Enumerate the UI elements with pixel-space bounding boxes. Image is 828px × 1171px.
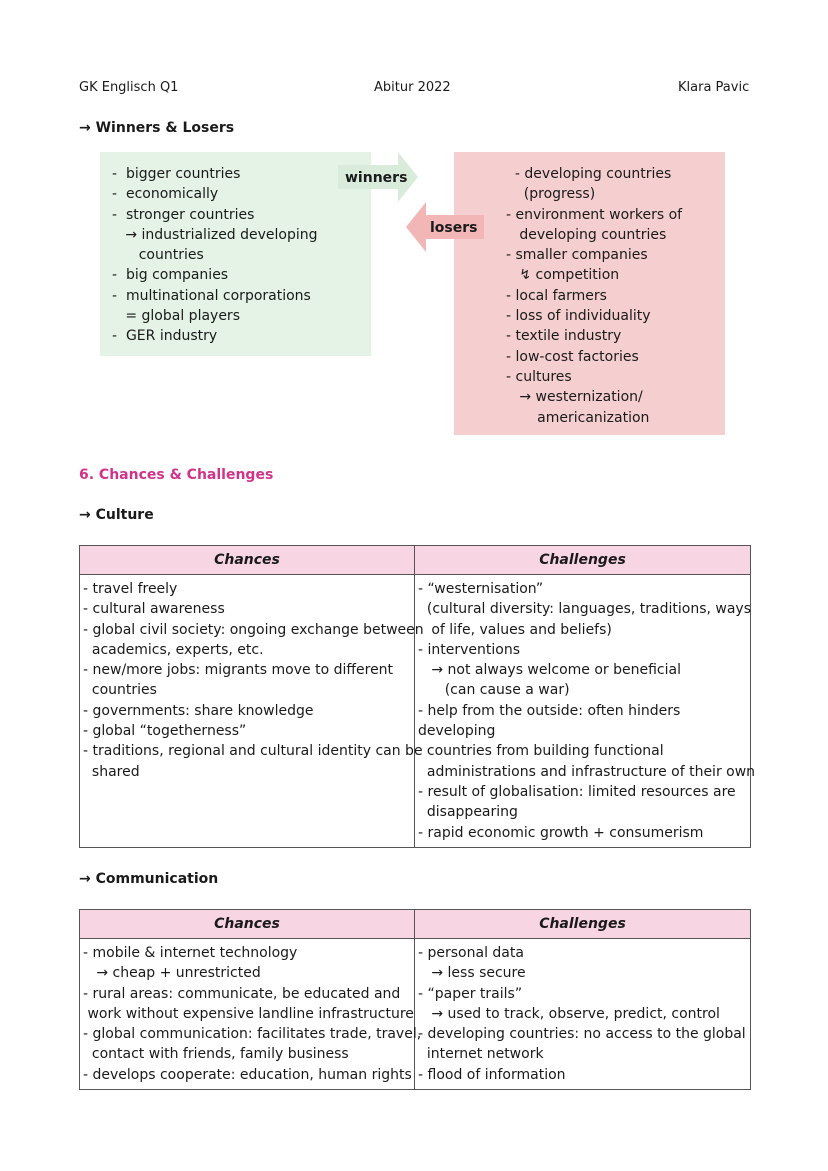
losers-list-item: - developing countries (506, 166, 672, 182)
section-title: 6. Chances & Challenges (79, 467, 274, 483)
winners-list-item: - multinational corporations (112, 287, 311, 304)
communication-challenge-item: - flood of information (418, 1066, 566, 1083)
losers-list-item: - low-cost factories (506, 348, 639, 365)
communication-chance-item: contact with friends, family business (83, 1046, 349, 1063)
communication-chances-header: Chances (80, 910, 415, 939)
culture-challenge-item: (can cause a war) (418, 682, 570, 699)
communication-challenge-item: → used to track, observe, predict, control (418, 1005, 720, 1022)
culture-challenge-item: → not always welcome or beneficial (418, 662, 681, 679)
communication-chance-item: → cheap + unrestricted (83, 965, 261, 982)
losers-list-item: (progress) (506, 186, 596, 203)
winners-list-item: - big companies (112, 267, 229, 284)
communication-chance-item: - develops cooperate: education, human rights (83, 1066, 412, 1083)
culture-challenges-cell (415, 575, 756, 848)
culture-challenge-item: administrations and infrastructure of their own (418, 763, 756, 780)
culture-challenge-item: (cultural diversity: languages, traditions, ways (418, 601, 751, 618)
losers-box (454, 152, 725, 435)
culture-chances-header: Chances (80, 546, 415, 575)
losers-list-item: developing countries (506, 226, 667, 243)
communication-challenge-item: - personal data (418, 945, 524, 961)
winners-losers-heading: → Winners & Losers (79, 120, 235, 136)
losers-list-item: - loss of individuality (506, 308, 651, 325)
culture-chance-item: - cultural awareness (83, 601, 225, 618)
communication-challenges-cell (415, 939, 751, 1090)
winners-list (112, 164, 371, 347)
losers-list-item: - environment workers of (506, 206, 683, 223)
winners-list-item: - economically (112, 186, 219, 203)
communication-chance-item: - rural areas: communicate, be educated and (83, 985, 401, 1002)
communication-challenge-item: internet network (418, 1046, 544, 1063)
culture-challenge-item: of life, values and beliefs) (418, 621, 612, 638)
communication-table (79, 909, 751, 1090)
communication-chance-item: - global communication: facilitates trade, travel, (83, 1026, 422, 1043)
culture-chance-item: - governments: share knowledge (83, 702, 314, 719)
communication-chance-item: work without expensive landline infrastructure (83, 1005, 414, 1022)
culture-heading: → Culture (79, 507, 154, 523)
culture-chances-cell (80, 575, 424, 848)
winners-list-item: = global players (112, 308, 240, 325)
author-label: Klara Pavic (678, 80, 750, 95)
culture-challenge-item: - interventions (418, 641, 521, 658)
communication-challenge-item: - developing countries: no access to the global (418, 1026, 746, 1043)
losers-list (506, 164, 725, 428)
communication-challenge-item: - “paper trails” (418, 985, 523, 1002)
losers-list-item: - cultures (506, 368, 572, 385)
culture-chance-item: - new/more jobs: migrants move to different (83, 662, 394, 679)
losers-list-item: - textile industry (506, 328, 622, 345)
culture-challenge-item: disappearing (418, 804, 518, 821)
winners-list-item: countries (112, 247, 204, 264)
culture-chance-item: - global civil society: ongoing exchange between (83, 621, 424, 638)
culture-chance-item: academics, experts, etc. (83, 641, 264, 658)
winners-label: winners (345, 170, 408, 186)
losers-list-item: americanization (506, 409, 650, 426)
culture-challenges-header: Challenges (415, 546, 751, 575)
culture-chance-item: countries (83, 682, 157, 699)
culture-challenge-item: - “westernisation” (418, 581, 544, 597)
winners-box (100, 152, 371, 356)
culture-table (79, 545, 756, 848)
exam-label: Abitur 2022 (374, 80, 451, 95)
culture-challenge-item: - result of globalisation: limited resources are (418, 783, 736, 800)
culture-chance-item: - travel freely (83, 581, 178, 597)
communication-challenge-item: → less secure (418, 965, 526, 982)
losers-label: losers (430, 220, 478, 236)
losers-list-item: - smaller companies (506, 247, 648, 264)
winners-list-item: → industrialized developing (112, 226, 318, 243)
communication-chances-cell (80, 939, 422, 1090)
communication-challenges-header: Challenges (415, 910, 751, 939)
winners-list-item: - bigger countries (112, 166, 241, 182)
course-label: GK Englisch Q1 (79, 80, 179, 95)
culture-chance-item: - global “togetherness” (83, 723, 247, 740)
winners-list-item: - GER industry (112, 328, 218, 345)
losers-list-item: - local farmers (506, 287, 607, 304)
culture-challenge-item: - help from the outside: often hinders (418, 702, 681, 719)
culture-challenge-item: developing (418, 723, 496, 740)
losers-list-item: ↯ competition (506, 267, 620, 284)
losers-list-item: → westernization/ (506, 389, 643, 406)
culture-challenge-item: - rapid economic growth + consumerism (418, 824, 704, 841)
culture-chance-item: shared (83, 763, 140, 780)
winners-list-item: - stronger countries (112, 206, 255, 223)
culture-challenge-item: countries from building functional (418, 743, 664, 760)
communication-chance-item: - mobile & internet technology (83, 945, 298, 961)
communication-heading: → Communication (79, 871, 219, 887)
culture-chance-item: - traditions, regional and cultural identity can be (83, 743, 423, 760)
